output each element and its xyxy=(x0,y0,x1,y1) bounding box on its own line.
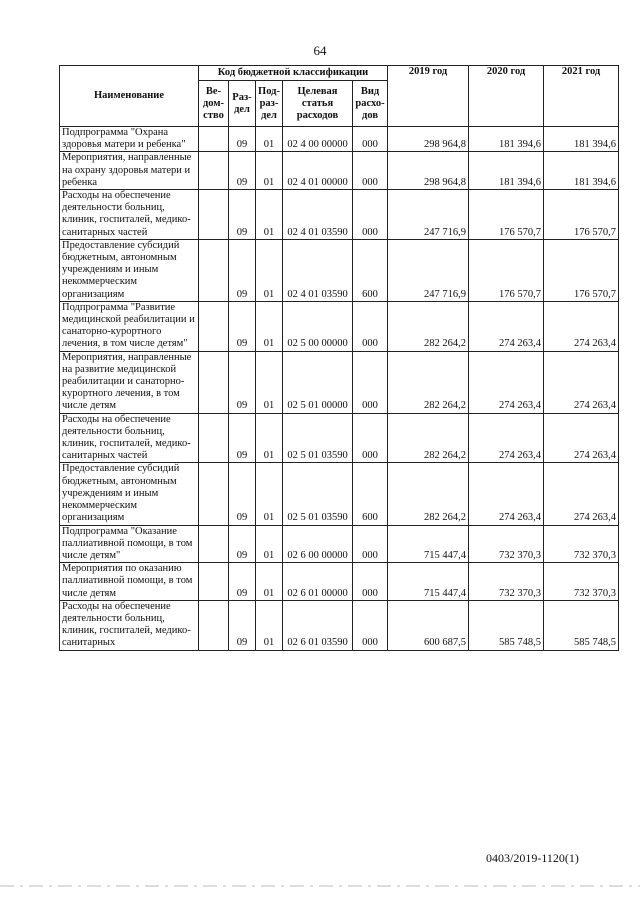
cell-vedomstvo xyxy=(199,239,229,301)
cell-podrazdel: 01 xyxy=(256,463,283,525)
cell-target: 02 6 00 00000 xyxy=(283,525,353,563)
cell-2019: 247 716,9 xyxy=(388,190,469,240)
cell-2021: 732 370,3 xyxy=(544,525,619,563)
cell-2021: 274 263,4 xyxy=(544,351,619,413)
cell-vedomstvo xyxy=(199,463,229,525)
budget-table xyxy=(59,65,619,651)
table-row xyxy=(60,463,619,525)
cell-2019: 282 264,2 xyxy=(388,463,469,525)
cell-target: 02 5 01 03590 xyxy=(283,463,353,525)
cell-2019: 282 264,2 xyxy=(388,301,469,351)
column-header-name: Наименование xyxy=(60,66,199,127)
cell-vid: 000 xyxy=(353,413,388,463)
cell-razdel: 09 xyxy=(229,190,256,240)
table-row xyxy=(60,239,619,301)
cell-name: Мероприятия, направленные на охрану здоровья матери и ребенка xyxy=(60,152,199,190)
cell-2021: 176 570,7 xyxy=(544,239,619,301)
column-header-target: Целевая статья расходов xyxy=(283,81,353,127)
cell-2020: 181 394,6 xyxy=(469,152,544,190)
cell-target: 02 6 01 03590 xyxy=(283,600,353,650)
table-row xyxy=(60,413,619,463)
cell-target: 02 5 01 00000 xyxy=(283,351,353,413)
cell-name: Подпрограмма "Оказание паллиативной помощи, в том числе детям" xyxy=(60,525,199,563)
cell-2021: 176 570,7 xyxy=(544,190,619,240)
column-header-2021: 2021 год xyxy=(544,66,619,127)
cell-2021: 181 394,6 xyxy=(544,152,619,190)
table-row xyxy=(60,301,619,351)
cell-vid: 000 xyxy=(353,152,388,190)
cell-podrazdel: 01 xyxy=(256,301,283,351)
cell-2019: 298 964,8 xyxy=(388,152,469,190)
cell-podrazdel: 01 xyxy=(256,190,283,240)
cell-2020: 732 370,3 xyxy=(469,563,544,601)
cell-razdel: 09 xyxy=(229,239,256,301)
cell-2020: 176 570,7 xyxy=(469,239,544,301)
cell-vedomstvo xyxy=(199,127,229,152)
cell-2020: 585 748,5 xyxy=(469,600,544,650)
cell-name: Расходы на обеспечение деятельности больниц, клиник, госпиталей, медико-санитарных xyxy=(60,600,199,650)
cell-2021: 274 263,4 xyxy=(544,463,619,525)
cell-vid: 000 xyxy=(353,525,388,563)
cell-2020: 274 263,4 xyxy=(469,463,544,525)
cell-2019: 715 447,4 xyxy=(388,525,469,563)
cell-2021: 274 263,4 xyxy=(544,301,619,351)
cell-vid: 600 xyxy=(353,239,388,301)
cell-name: Подпрограмма "Охрана здоровья матери и ребенка" xyxy=(60,127,199,152)
cell-2019: 298 964,8 xyxy=(388,127,469,152)
cell-target: 02 4 01 03590 xyxy=(283,239,353,301)
cell-podrazdel: 01 xyxy=(256,525,283,563)
cell-name: Мероприятия, направленные на развитие медицинской реабилитации и санаторно-курортного лечения, в том числе детям xyxy=(60,351,199,413)
cell-razdel: 09 xyxy=(229,127,256,152)
cell-2021: 732 370,3 xyxy=(544,563,619,601)
table-row xyxy=(60,600,619,650)
page-number: 64 xyxy=(313,43,327,58)
cell-podrazdel: 01 xyxy=(256,239,283,301)
cell-razdel: 09 xyxy=(229,563,256,601)
cell-podrazdel: 01 xyxy=(256,563,283,601)
cell-2021: 585 748,5 xyxy=(544,600,619,650)
cell-name: Предоставление субсидий бюджетным, автономным учреждениям и иным некоммерческим организациям xyxy=(60,239,199,301)
cell-name: Подпрограмма "Развитие медицинской реабилитации и санаторно-курортного лечения, в том числе детям" xyxy=(60,301,199,351)
cell-vedomstvo xyxy=(199,301,229,351)
cell-vedomstvo xyxy=(199,351,229,413)
cell-podrazdel: 01 xyxy=(256,351,283,413)
cell-vedomstvo xyxy=(199,525,229,563)
table-row xyxy=(60,525,619,563)
cell-vedomstvo xyxy=(199,600,229,650)
cell-podrazdel: 01 xyxy=(256,413,283,463)
column-group-budget-code: Код бюджетной классификации xyxy=(199,66,388,81)
cell-podrazdel: 01 xyxy=(256,152,283,190)
cell-vid: 600 xyxy=(353,463,388,525)
cell-vid: 000 xyxy=(353,351,388,413)
cell-razdel: 09 xyxy=(229,525,256,563)
column-header-podrazdel: Под-раз-дел xyxy=(256,81,283,127)
column-header-2019: 2019 год xyxy=(388,66,469,127)
cell-name: Расходы на обеспечение деятельности больниц, клиник, госпиталей, медико-санитарных частей xyxy=(60,413,199,463)
cell-vedomstvo xyxy=(199,563,229,601)
cell-vid: 000 xyxy=(353,301,388,351)
cell-2019: 282 264,2 xyxy=(388,413,469,463)
cell-vid: 000 xyxy=(353,190,388,240)
column-header-2020: 2020 год xyxy=(469,66,544,127)
cell-2020: 176 570,7 xyxy=(469,190,544,240)
table-row xyxy=(60,351,619,413)
scan-edge-artifact xyxy=(0,880,640,892)
table-body xyxy=(60,127,619,651)
cell-2020: 274 263,4 xyxy=(469,301,544,351)
cell-2020: 181 394,6 xyxy=(469,127,544,152)
cell-target: 02 4 01 03590 xyxy=(283,190,353,240)
cell-razdel: 09 xyxy=(229,351,256,413)
cell-podrazdel: 01 xyxy=(256,127,283,152)
cell-2019: 600 687,5 xyxy=(388,600,469,650)
cell-2021: 181 394,6 xyxy=(544,127,619,152)
cell-vid: 000 xyxy=(353,127,388,152)
cell-target: 02 5 00 00000 xyxy=(283,301,353,351)
table-row xyxy=(60,190,619,240)
cell-podrazdel: 01 xyxy=(256,600,283,650)
table-row xyxy=(60,127,619,152)
cell-target: 02 5 01 03590 xyxy=(283,413,353,463)
cell-razdel: 09 xyxy=(229,463,256,525)
cell-vid: 000 xyxy=(353,600,388,650)
cell-2020: 274 263,4 xyxy=(469,413,544,463)
cell-razdel: 09 xyxy=(229,600,256,650)
column-header-vid: Вид расхо-дов xyxy=(353,81,388,127)
cell-target: 02 4 00 00000 xyxy=(283,127,353,152)
cell-2019: 715 447,4 xyxy=(388,563,469,601)
cell-vedomstvo xyxy=(199,190,229,240)
cell-name: Расходы на обеспечение деятельности больниц, клиник, госпиталей, медико-санитарных частей xyxy=(60,190,199,240)
cell-name: Предоставление субсидий бюджетным, автономным учреждениям и иным некоммерческим организациям xyxy=(60,463,199,525)
cell-2019: 247 716,9 xyxy=(388,239,469,301)
cell-vid: 000 xyxy=(353,563,388,601)
column-header-razdel: Раз-дел xyxy=(229,81,256,127)
column-header-vedomstvo: Ве-дом-ство xyxy=(199,81,229,127)
table-row xyxy=(60,563,619,601)
cell-vedomstvo xyxy=(199,152,229,190)
cell-2021: 274 263,4 xyxy=(544,413,619,463)
cell-2020: 274 263,4 xyxy=(469,351,544,413)
cell-razdel: 09 xyxy=(229,301,256,351)
cell-razdel: 09 xyxy=(229,152,256,190)
cell-name: Мероприятия по оказанию паллиативной помощи, в том числе детям xyxy=(60,563,199,601)
cell-2020: 732 370,3 xyxy=(469,525,544,563)
cell-target: 02 6 01 00000 xyxy=(283,563,353,601)
cell-razdel: 09 xyxy=(229,413,256,463)
cell-2019: 282 264,2 xyxy=(388,351,469,413)
document-code: 0403/2019-1120(1) xyxy=(486,851,579,865)
cell-target: 02 4 01 00000 xyxy=(283,152,353,190)
cell-vedomstvo xyxy=(199,413,229,463)
table-row xyxy=(60,152,619,190)
